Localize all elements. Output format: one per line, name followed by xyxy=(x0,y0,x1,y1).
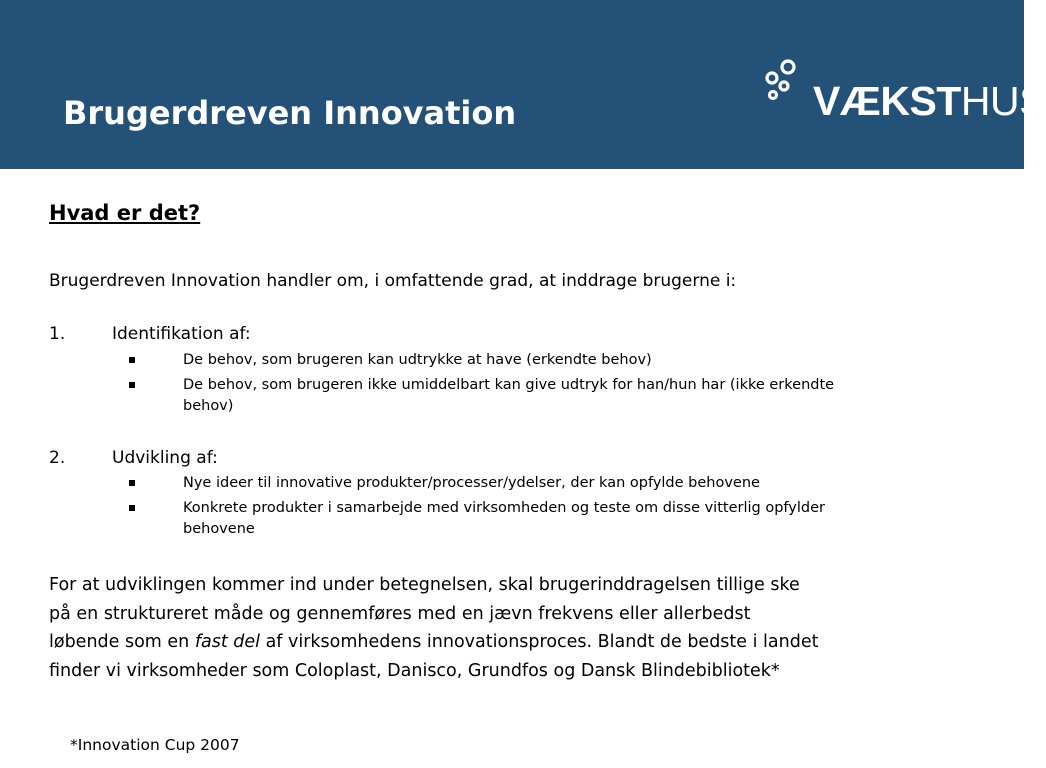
paragraph-line: på en struktureret måde og gennemføres med en jævn frekvens eller allerbedst xyxy=(49,603,751,624)
paragraph-text: af virksomhedens innovationsproces. Blandt de bedste i landet xyxy=(260,632,819,652)
bullet-text: Nye ideer til innovative produkter/processer/ydelser, der kan opfylde behovene xyxy=(183,475,760,491)
paragraph-text: løbende som en xyxy=(49,632,195,652)
section-heading: Hvad er det? xyxy=(49,201,201,225)
bullet-square-icon xyxy=(129,480,135,486)
bullet-square-icon xyxy=(129,357,135,363)
paragraph-line: finder vi virksomheder som Coloplast, Danisco, Grundfos og Dansk Blindebibliotek* xyxy=(49,660,780,681)
logo-circles-icon xyxy=(763,56,815,128)
item-label: Udvikling af: xyxy=(112,448,218,468)
logo-text-bold: VÆKST xyxy=(813,78,961,124)
page-title: Brugerdreven Innovation xyxy=(63,94,517,132)
logo-wordmark xyxy=(813,78,1046,124)
logo-text-light: HUS xyxy=(960,78,1046,124)
vaeksthus-logo xyxy=(763,56,1046,128)
intro-text: Brugerdreven Innovation handler om, i omfattende grad, at inddrage brugerne i: xyxy=(49,271,737,291)
paragraph-line: For at udviklingen kommer ind under betegnelsen, skal brugerinddragelsen tillige ske xyxy=(49,575,800,595)
bullet-text: De behov, som brugeren ikke umiddelbart kan give udtryk for han/hun har (ikke erkendte behov) xyxy=(183,377,835,414)
bullet-square-icon xyxy=(129,382,135,388)
footnote: *Innovation Cup 2007 xyxy=(70,736,240,754)
header-banner xyxy=(0,0,1046,169)
bullet-text: Konkrete produkter i samarbejde med virksomheden og teste om disse vitterlig opfylder behovene xyxy=(183,500,825,537)
summary-paragraph xyxy=(49,571,949,685)
bullet-square-icon xyxy=(129,505,135,511)
emphasis-text: fast del xyxy=(194,632,260,652)
item-label: Identifikation af: xyxy=(112,324,251,344)
paragraph-line xyxy=(49,628,949,657)
item-number: 2. xyxy=(49,448,66,468)
item-number: 1. xyxy=(49,324,66,344)
bullet-text: De behov, som brugeren kan udtrykke at have (erkendte behov) xyxy=(183,352,652,368)
